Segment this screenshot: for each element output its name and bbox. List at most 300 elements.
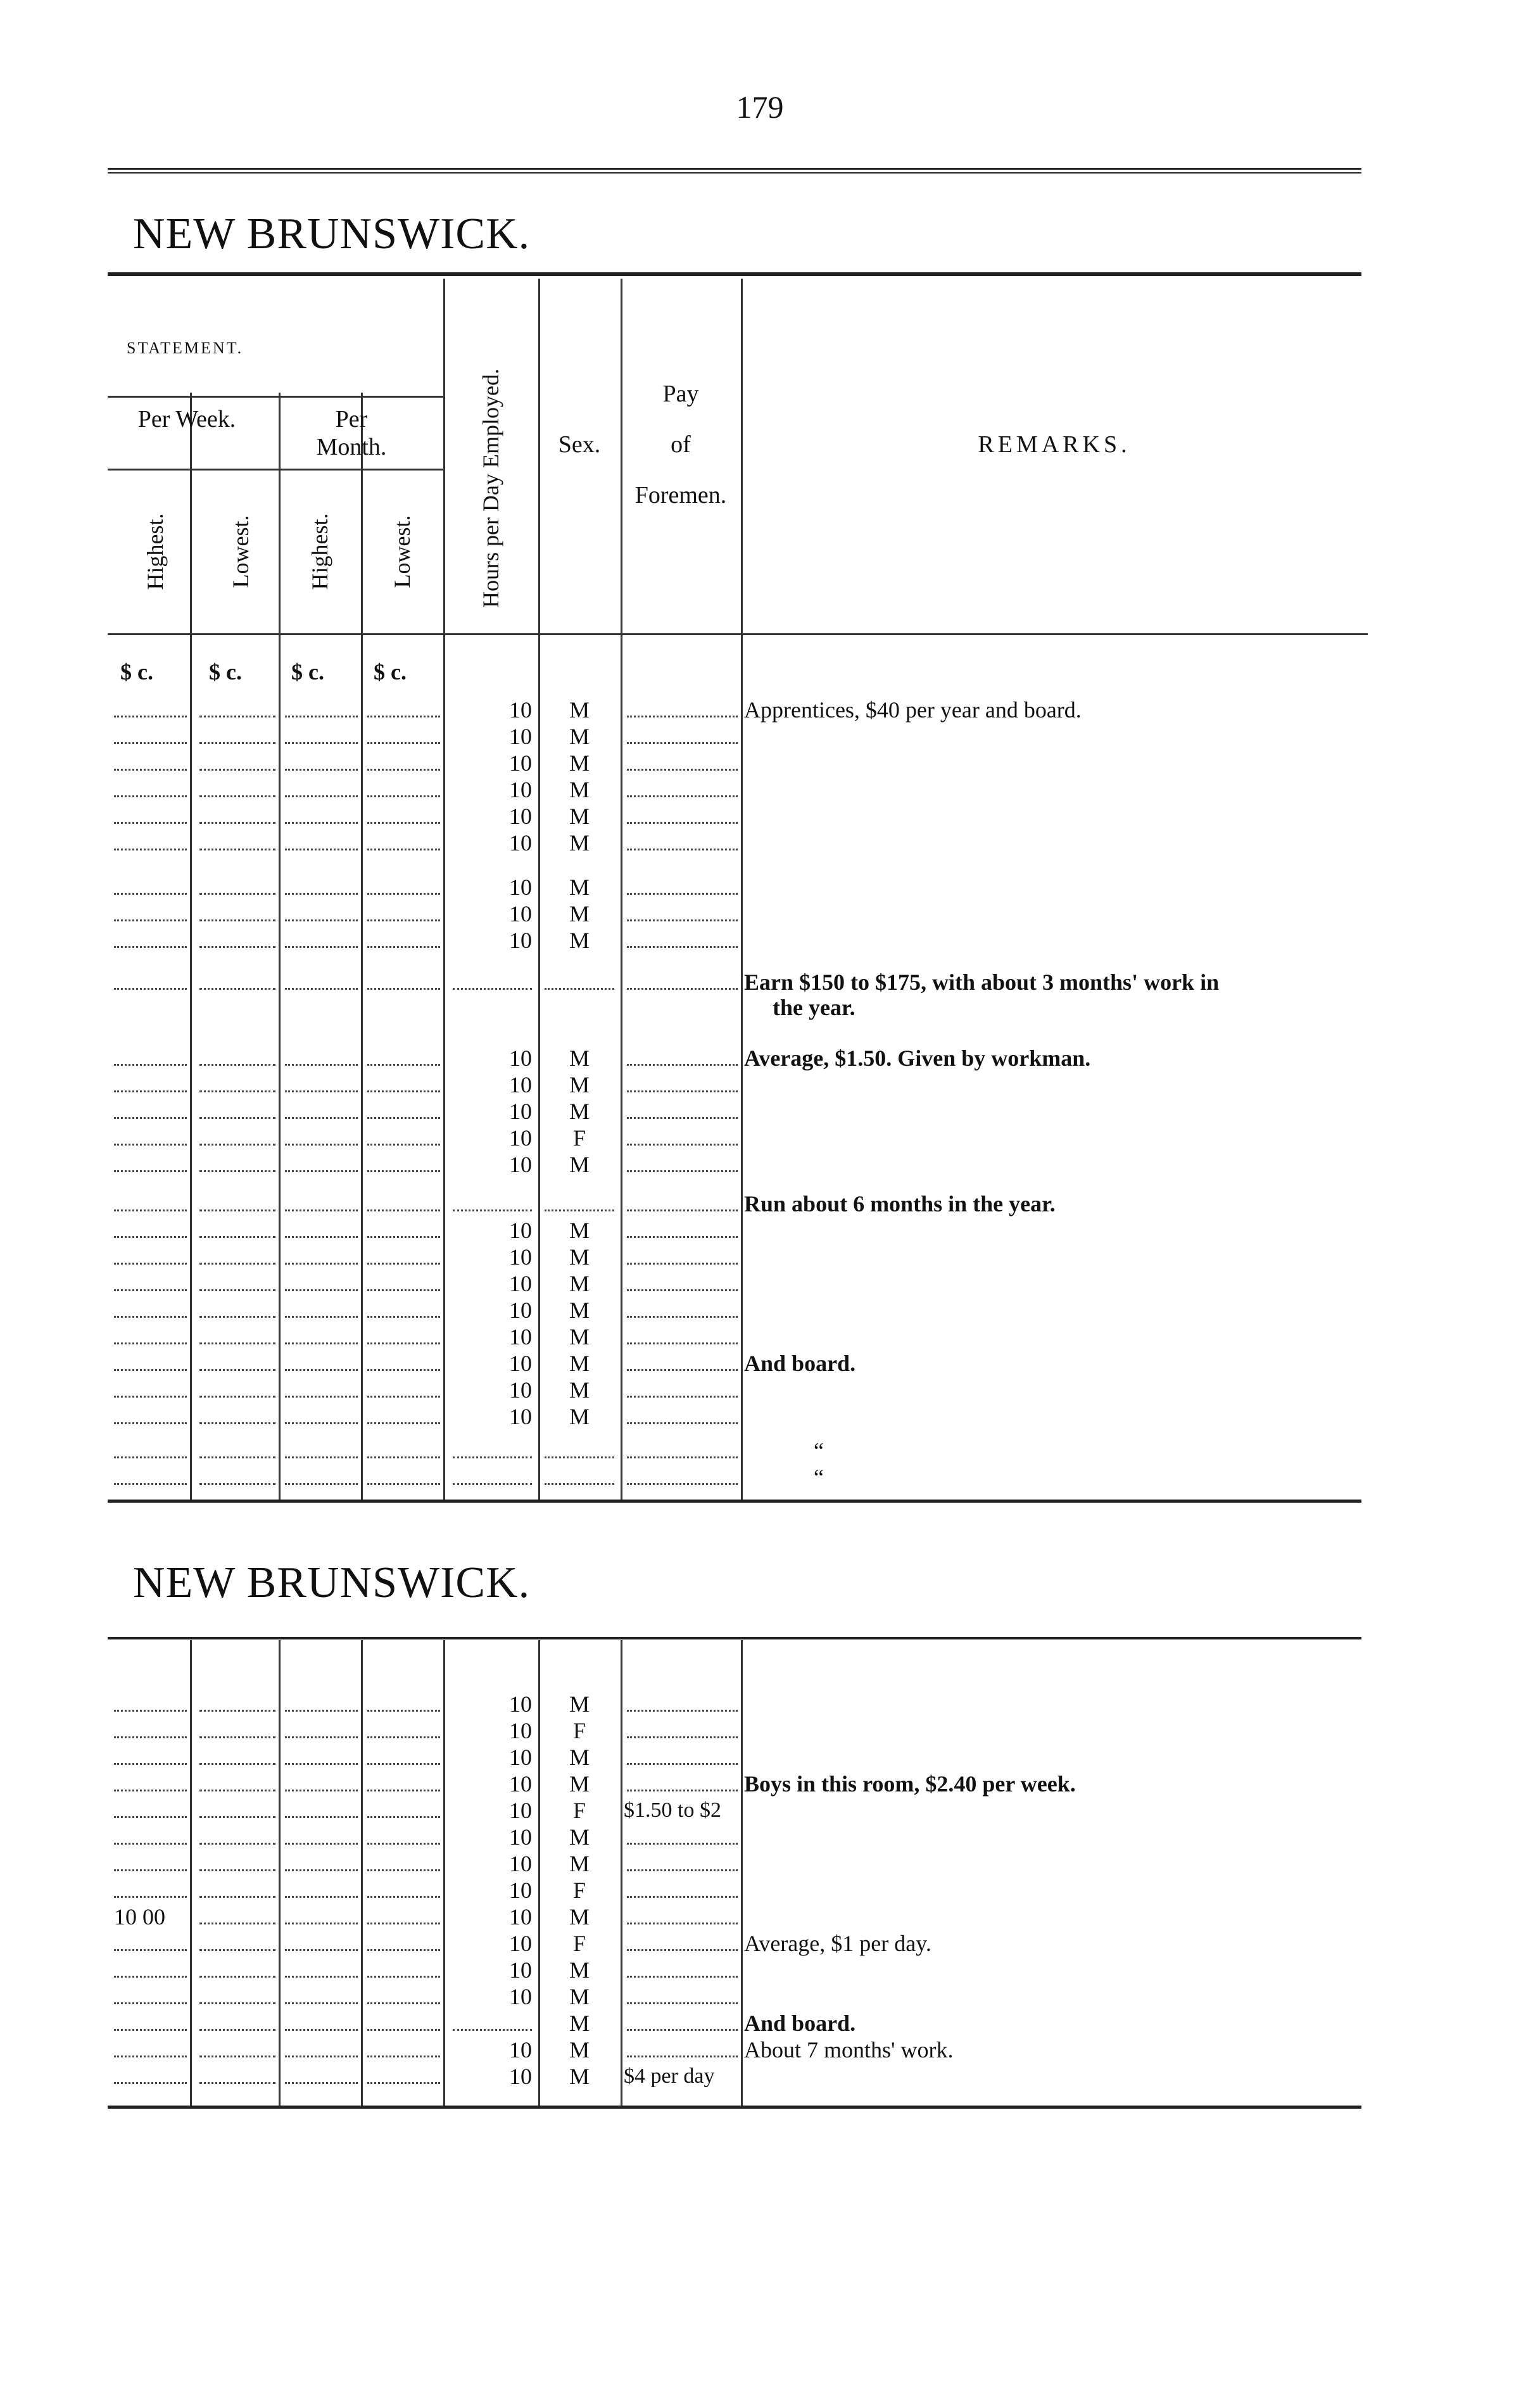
dot-leader: [627, 1829, 738, 1845]
table-row: [108, 1350, 1368, 1377]
sex-cell: M: [569, 1099, 590, 1124]
hours-cell: 10: [509, 875, 532, 900]
dot-leader: [367, 835, 440, 850]
month-highest-header: Highest.: [307, 513, 332, 590]
hours-cell: 10: [509, 1824, 532, 1850]
remark-cell: [744, 1877, 1368, 1904]
table-row: [108, 2063, 1368, 2090]
dot-leader: [199, 1222, 275, 1238]
foremen-pay-cell: $1.50 to $2: [624, 1798, 721, 1822]
dot-leader: [199, 1802, 275, 1818]
sex-cell: M: [569, 697, 590, 723]
hours-cell: 10: [509, 1404, 532, 1429]
dot-leader: [199, 1156, 275, 1172]
dot-leader: [199, 2068, 275, 2084]
remark-cell: [744, 803, 1368, 830]
remark-cell: Apprentices, $40 per year and board.: [744, 697, 1082, 723]
dot-leader: [114, 1882, 187, 1898]
table-row: [108, 1125, 1368, 1151]
table-row: [108, 1045, 1368, 1071]
hours-cell: 10: [509, 697, 532, 723]
remark-cell: And board.: [744, 1351, 856, 1376]
table-row: [108, 1717, 1368, 1744]
pay-header-1: Pay: [662, 381, 699, 407]
page-number: 179: [736, 89, 784, 125]
dot-leader: [627, 1077, 738, 1092]
dot-leader: [114, 1130, 187, 1146]
dot-leader: [114, 1962, 187, 1978]
sex-cell: M: [569, 1072, 590, 1097]
dot-leader: [114, 1249, 187, 1265]
dot-leader: [199, 781, 275, 797]
dot-leader: [114, 1988, 187, 2004]
dot-leader: [285, 1103, 358, 1119]
dot-leader: [199, 1988, 275, 2004]
dot-leader: [114, 1802, 187, 1818]
sex-cell: M: [569, 2037, 590, 2062]
dot-leader: [199, 974, 275, 990]
dot-leader: [627, 1382, 738, 1398]
table-row: [108, 1151, 1368, 1178]
dot-leader: [367, 728, 440, 744]
dot-leader: [285, 1222, 358, 1238]
table-row: [108, 697, 1368, 723]
dot-leader: [199, 1829, 275, 1845]
dot-leader: [114, 1722, 187, 1738]
dot-leader: [114, 1749, 187, 1765]
table-row: [108, 1377, 1368, 1403]
table-row: [108, 2037, 1368, 2063]
sex-cell: F: [572, 1798, 586, 1823]
dot-leader: [114, 1156, 187, 1172]
hours-cell: 10: [509, 1125, 532, 1151]
week-highest-cell: 10 00: [114, 1904, 165, 1929]
remark-cell: [744, 900, 1368, 927]
table-row: [108, 830, 1368, 856]
dot-leader: [367, 2068, 440, 2084]
week-lowest-header: Lowest.: [228, 515, 253, 588]
remark-cell: [744, 1957, 1368, 1983]
hours-cell: [450, 1190, 532, 1217]
pay-header-3: Foremen.: [634, 482, 727, 508]
dot-leader: [114, 781, 187, 797]
dot-leader: [114, 1408, 187, 1424]
dot-leader: [627, 932, 738, 948]
dot-leader: [114, 1696, 187, 1712]
table2-top-rule: [108, 1637, 1361, 1639]
sex-cell: M: [569, 1957, 590, 1983]
dot-leader: [627, 728, 738, 744]
table-row: [108, 803, 1368, 830]
hours-cell: 10: [509, 1244, 532, 1270]
sex-cell: M: [569, 724, 590, 749]
dot-leader: [199, 932, 275, 948]
dot-leader: [627, 1329, 738, 1344]
dot-leader: [285, 1909, 358, 1924]
dot-leader: [285, 1275, 358, 1291]
per-week-header: Per Week.: [137, 406, 236, 433]
dot-leader: [627, 1776, 738, 1791]
hours-cell: 10: [509, 1099, 532, 1124]
dot-leader: [285, 932, 358, 948]
sex-cell: M: [569, 875, 590, 900]
table2-bottom-rule: [108, 2106, 1361, 2109]
dot-leader: [285, 835, 358, 850]
dot-leader: [199, 1935, 275, 1951]
remark-cell: [744, 1797, 1368, 1824]
dot-leader: [199, 1196, 275, 1211]
sex-cell: F: [572, 1718, 586, 1743]
hours-cell: 10: [509, 1377, 532, 1403]
sex-cell: M: [569, 1298, 590, 1323]
remark-cell: [744, 927, 1368, 954]
dot-leader: [367, 1103, 440, 1119]
dot-leader: [285, 879, 358, 895]
dot-leader: [285, 1776, 358, 1791]
table-row: [108, 1824, 1368, 1850]
dot-leader: [367, 1935, 440, 1951]
table-row: [108, 1744, 1368, 1771]
dot-leader: [199, 808, 275, 824]
dot-leader: [367, 1909, 440, 1924]
dot-leader: [627, 1103, 738, 1119]
dot-leader: [367, 1749, 440, 1765]
dot-leader: [627, 1275, 738, 1291]
dot-leader: [285, 1935, 358, 1951]
hours-cell: [450, 969, 532, 995]
dot-leader: [114, 1196, 187, 1211]
dot-leader: [114, 1355, 187, 1371]
table-row: [108, 1270, 1368, 1297]
dot-leader: [627, 974, 738, 990]
dot-leader: [627, 1302, 738, 1318]
sex-cell: [538, 969, 621, 995]
table-row: [108, 1464, 1368, 1491]
dot-leader: [114, 702, 187, 717]
dot-leader: [285, 1302, 358, 1318]
dot-leader: [199, 1275, 275, 1291]
dot-leader: [367, 1077, 440, 1092]
dot-leader: [199, 1882, 275, 1898]
dot-leader: [627, 781, 738, 797]
hours-cell: 10: [509, 1718, 532, 1743]
sex-cell: M: [569, 1745, 590, 1770]
statement-label: STATEMENT.: [127, 339, 244, 357]
dot-leader: [627, 2015, 738, 2031]
dot-leader: [114, 1077, 187, 1092]
remark-cell: [744, 1071, 1368, 1098]
dot-leader: [367, 932, 440, 948]
dot-leader: [199, 1696, 275, 1712]
sex-cell: [538, 1437, 621, 1464]
table-row: [108, 1323, 1368, 1350]
dot-leader: [199, 2015, 275, 2031]
dot-leader: [367, 906, 440, 921]
hours-cell: 10: [509, 1271, 532, 1296]
dot-leader: [199, 1962, 275, 1978]
table-row: [108, 750, 1368, 776]
dot-leader: [285, 1249, 358, 1265]
dot-leader: [285, 1408, 358, 1424]
remark-cell: And board.: [744, 2011, 856, 2036]
dot-leader: [367, 1302, 440, 1318]
sex-cell: M: [569, 750, 590, 776]
sex-cell: M: [569, 1324, 590, 1349]
dot-leader: [285, 1749, 358, 1765]
sex-cell: M: [569, 2011, 590, 2036]
hours-cell: 10: [509, 1878, 532, 1903]
dot-leader: [367, 2042, 440, 2057]
dot-leader: [285, 1722, 358, 1738]
dot-leader: [367, 755, 440, 771]
remark-cell: [744, 776, 1368, 803]
dot-leader: [199, 1130, 275, 1146]
hours-cell: 10: [509, 1298, 532, 1323]
hours-cell: 10: [509, 777, 532, 802]
table-row: [108, 1297, 1368, 1323]
dot-leader: [285, 2042, 358, 2057]
table-row: [108, 1691, 1368, 1717]
dot-leader: [367, 1855, 440, 1871]
hours-cell: 10: [509, 724, 532, 749]
dot-leader: [285, 2015, 358, 2031]
dot-leader: [114, 879, 187, 895]
dot-leader: [199, 906, 275, 921]
dot-leader: [367, 2015, 440, 2031]
remark-cell: Average, $1.50. Given by workman.: [744, 1045, 1091, 1071]
remark-cell: the year.: [773, 995, 855, 1020]
dot-leader: [285, 1696, 358, 1712]
table-row: [108, 1877, 1368, 1904]
dot-leader: [114, 1329, 187, 1344]
dot-leader: [367, 1776, 440, 1791]
remark-cell: [744, 1151, 1368, 1178]
dot-leader: [285, 974, 358, 990]
dot-leader: [285, 1882, 358, 1898]
sex-cell: M: [569, 901, 590, 926]
table-row: [108, 1217, 1368, 1244]
foremen-pay-cell: $4 per day: [624, 2064, 715, 2088]
sex-cell: M: [569, 1851, 590, 1876]
dot-leader: [285, 1050, 358, 1066]
dot-leader: [199, 728, 275, 744]
dot-leader: [199, 1355, 275, 1371]
sex-cell: M: [569, 1218, 590, 1243]
dot-leader: [367, 1962, 440, 1978]
pay-header-2: of: [671, 431, 691, 458]
hours-cell: 10: [509, 1904, 532, 1929]
sex-cell: M: [569, 1271, 590, 1296]
dot-leader: [285, 1382, 358, 1398]
dot-leader: [367, 1275, 440, 1291]
dot-leader: [367, 1408, 440, 1424]
dot-leader: [114, 835, 187, 850]
dot-leader: [199, 1302, 275, 1318]
dot-leader: [367, 702, 440, 717]
dot-leader: [199, 1909, 275, 1924]
remark-cell: [744, 2063, 1368, 2090]
dot-leader: [627, 702, 738, 717]
table-row: [108, 900, 1368, 927]
remark-cell: [744, 1244, 1368, 1270]
dot-leader: [627, 755, 738, 771]
dot-leader: [367, 781, 440, 797]
dot-leader: [285, 2068, 358, 2084]
dot-leader: [367, 1382, 440, 1398]
hours-cell: 10: [509, 2064, 532, 2089]
dot-leader: [199, 835, 275, 850]
table1-bottom-rule: [108, 1500, 1361, 1503]
dot-leader: [367, 1130, 440, 1146]
dot-leader: [199, 1776, 275, 1791]
dot-leader: [199, 2042, 275, 2057]
dot-leader: [114, 808, 187, 824]
remark-cell: [744, 1824, 1368, 1850]
remark-cell: Run about 6 months in the year.: [744, 1191, 1056, 1216]
table-row: [108, 1797, 1368, 1824]
table-row: [108, 1957, 1368, 1983]
dot-leader: [627, 1935, 738, 1951]
remark-cell: [744, 1297, 1368, 1323]
table-row: [108, 2010, 1368, 2037]
week-highest-header: Highest.: [142, 513, 168, 590]
dot-leader: [627, 1962, 738, 1978]
dot-leader: [114, 2068, 187, 2084]
sex-cell: [538, 1464, 621, 1491]
dot-leader: [114, 755, 187, 771]
dot-leader: [627, 1196, 738, 1211]
dot-leader: [285, 1355, 358, 1371]
hours-cell: 10: [509, 1851, 532, 1876]
remark-cell: [744, 1904, 1368, 1930]
remark-cell: [744, 1717, 1368, 1744]
dot-leader: [199, 755, 275, 771]
dot-leader: [285, 1443, 358, 1458]
table-row: [108, 874, 1368, 900]
dot-leader: [285, 1802, 358, 1818]
dot-leader: [367, 1829, 440, 1845]
wage-statement-table: [108, 279, 1368, 1501]
section-title: NEW BRUNSWICK.: [133, 210, 531, 258]
hours-cell: [450, 994, 532, 1021]
sex-cell: M: [569, 1377, 590, 1403]
dot-leader: [285, 1196, 358, 1211]
dot-leader: [285, 1855, 358, 1871]
dot-leader: [627, 1050, 738, 1066]
dot-leader: [285, 781, 358, 797]
dot-leader: [114, 932, 187, 948]
remark-cell: Average, $1 per day.: [744, 1931, 931, 1956]
sex-cell: M: [569, 1691, 590, 1717]
dot-leader: [627, 1909, 738, 1924]
sex-cell: F: [572, 1125, 586, 1151]
dot-leader: [627, 1696, 738, 1712]
dot-leader: [114, 1829, 187, 1845]
sex-cell: M: [569, 830, 590, 856]
sex-cell: M: [569, 1351, 590, 1376]
dot-leader: [627, 808, 738, 824]
dot-leader: [627, 1408, 738, 1424]
hours-cell: [450, 1437, 532, 1464]
dot-leader: [627, 1855, 738, 1871]
dot-leader: [285, 1077, 358, 1092]
remark-cell: Boys in this room, $2.40 per week.: [744, 1771, 1076, 1797]
dot-leader: [199, 1855, 275, 1871]
dot-leader: [367, 1882, 440, 1898]
dot-leader: [285, 1829, 358, 1845]
sex-cell: [538, 1190, 621, 1217]
hours-cell: 10: [509, 1984, 532, 2009]
dot-leader: [627, 1156, 738, 1172]
sex-cell: M: [569, 1824, 590, 1850]
dot-leader: [199, 1469, 275, 1485]
dot-leader: [367, 974, 440, 990]
dot-leader: [285, 906, 358, 921]
table-row: [108, 1904, 1368, 1930]
dot-leader: [285, 808, 358, 824]
table-row: [108, 1437, 1368, 1464]
dot-leader: [367, 1802, 440, 1818]
hours-cell: [450, 2010, 532, 2037]
dot-leader: [114, 1050, 187, 1066]
dot-leader: [285, 702, 358, 717]
dot-leader: [114, 974, 187, 990]
hours-cell: 10: [509, 901, 532, 926]
table-row: [108, 1850, 1368, 1877]
hours-cell: 10: [509, 1931, 532, 1956]
dot-leader: [114, 1222, 187, 1238]
table-row: [108, 1244, 1368, 1270]
hours-cell: 10: [509, 830, 532, 856]
dot-leader: [199, 1103, 275, 1119]
remark-cell: [744, 1125, 1368, 1151]
dot-leader: [367, 1696, 440, 1712]
sex-cell: M: [569, 1771, 590, 1797]
dot-leader: [199, 1077, 275, 1092]
remark-cell: [744, 1270, 1368, 1297]
dot-leader: [114, 906, 187, 921]
dot-leader: [627, 1988, 738, 2004]
remark-cell: [744, 1098, 1368, 1125]
dot-leader: [367, 1222, 440, 1238]
dot-leader: [627, 1469, 738, 1485]
table2-title: NEW BRUNSWICK.: [133, 1558, 531, 1607]
remark-cell: Earn $150 to $175, with about 3 months' work in: [744, 969, 1220, 995]
table-row: [108, 1983, 1368, 2010]
remark-cell: [744, 1983, 1368, 2010]
remarks-header: REMARKS.: [978, 431, 1131, 458]
hours-cell: 10: [509, 1798, 532, 1823]
month-lowest-header: Lowest.: [389, 515, 415, 588]
dot-leader: [199, 1749, 275, 1765]
dot-leader: [627, 1249, 738, 1265]
dot-leader: [199, 1382, 275, 1398]
hours-cell: 10: [509, 750, 532, 776]
hours-cell: 10: [509, 1152, 532, 1177]
hours-cell: [450, 1464, 532, 1491]
hours-cell: 10: [509, 928, 532, 953]
dot-leader: [367, 1050, 440, 1066]
sex-cell: M: [569, 1404, 590, 1429]
dot-leader: [285, 755, 358, 771]
remark-cell: [744, 1850, 1368, 1877]
remark-cell: [744, 1217, 1368, 1244]
currency-row: $ c. $ c. $ c. $ c.: [120, 659, 407, 685]
dot-leader: [285, 1329, 358, 1344]
dot-leader: [367, 1469, 440, 1485]
top-rule-2: [108, 172, 1361, 174]
hours-cell: 10: [509, 804, 532, 829]
